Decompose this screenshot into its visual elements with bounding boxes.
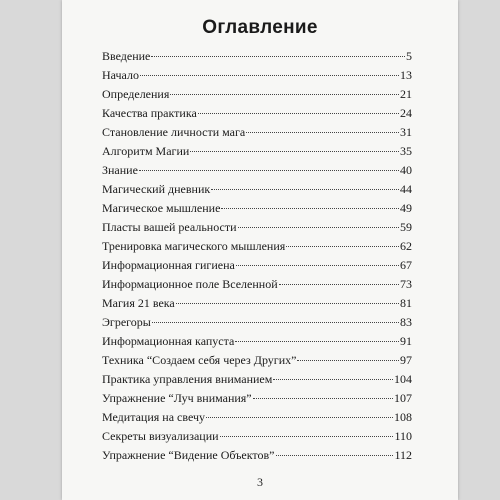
toc-entry-page: 49 <box>400 201 412 215</box>
toc-entry-page: 62 <box>400 239 412 253</box>
dot-leader <box>253 398 393 399</box>
toc-entry <box>102 372 412 391</box>
toc-entry-page: 112 <box>394 448 412 462</box>
page-number: 3 <box>257 475 263 489</box>
toc-entry-label: Техника “Создаем себя через Других” <box>102 353 297 367</box>
toc-entry-label: Информационное поле Вселенной <box>102 277 278 291</box>
book-page <box>62 0 458 500</box>
toc-entry-label: Магическое мышление <box>102 201 221 215</box>
dot-leader <box>238 227 399 228</box>
toc-entry <box>102 220 412 239</box>
dot-leader <box>221 208 399 209</box>
toc-entry-label: Практика управления вниманием <box>102 372 273 386</box>
dot-leader <box>273 379 393 380</box>
toc-entry <box>102 296 412 315</box>
toc-entry-page: 5 <box>406 49 412 63</box>
toc-entry-page: 44 <box>400 182 412 196</box>
toc-entry <box>102 144 412 163</box>
toc-entry-label: Алгоритм Магии <box>102 144 190 158</box>
toc-entry-page: 21 <box>400 87 412 101</box>
toc-entry-label: Эгрегоры <box>102 315 151 329</box>
toc-entry-page: 13 <box>400 68 412 82</box>
toc-entry <box>102 391 412 410</box>
toc-entry-label: Магический дневник <box>102 182 211 196</box>
toc-entry-page: 97 <box>400 353 412 367</box>
toc-entry-page: 81 <box>400 296 412 310</box>
dot-leader <box>190 151 399 152</box>
toc-entry <box>102 353 412 372</box>
dot-leader <box>235 341 399 342</box>
toc-entry-label: Тренировка магического мышления <box>102 239 286 253</box>
toc-entry-page: 59 <box>400 220 412 234</box>
toc-entry <box>102 334 412 353</box>
dot-leader <box>176 303 399 304</box>
toc-entry-page: 73 <box>400 277 412 291</box>
dot-leader <box>198 113 399 114</box>
dot-leader <box>140 75 399 76</box>
dot-leader <box>139 170 399 171</box>
toc-entry <box>102 315 412 334</box>
dot-leader <box>206 417 393 418</box>
toc-entry-label: Упражнение “Видение Объектов” <box>102 448 275 462</box>
toc-entry <box>102 448 412 467</box>
toc-entry <box>102 106 412 125</box>
toc-entry-label: Становление личности мага <box>102 125 246 139</box>
dot-leader <box>276 455 394 456</box>
dot-leader <box>297 360 399 361</box>
toc-entry-page: 104 <box>394 372 412 386</box>
toc-entry-label: Секреты визуализации <box>102 429 219 443</box>
toc-entry <box>102 277 412 296</box>
toc-entry-label: Пласты вашей реальности <box>102 220 237 234</box>
toc-entry-page: 91 <box>400 334 412 348</box>
toc-entry <box>102 125 412 144</box>
toc-entry <box>102 201 412 220</box>
dot-leader <box>151 56 405 57</box>
toc-entry <box>102 258 412 277</box>
toc-entry <box>102 68 412 87</box>
dot-leader <box>220 436 394 437</box>
toc-entry-label: Качества практика <box>102 106 197 120</box>
dot-leader <box>286 246 399 247</box>
toc-entry-page: 108 <box>394 410 412 424</box>
toc-entry-page: 24 <box>400 106 412 120</box>
toc-entry-label: Информационная гигиена <box>102 258 235 272</box>
toc-entry-page: 107 <box>394 391 412 405</box>
page-title: Оглавление <box>202 17 318 38</box>
dot-leader <box>246 132 399 133</box>
toc-entry <box>102 163 412 182</box>
toc-entry <box>102 182 412 201</box>
toc-entry-label: Введение <box>102 49 151 63</box>
toc-entry-page: 35 <box>400 144 412 158</box>
dot-leader <box>236 265 399 266</box>
toc-entry-label: Упражнение “Луч внимания” <box>102 391 252 405</box>
dot-leader <box>152 322 399 323</box>
toc-entry <box>102 87 412 106</box>
toc-entry-page: 67 <box>400 258 412 272</box>
toc-entry-page: 31 <box>400 125 412 139</box>
toc-entry <box>102 410 412 429</box>
toc-entry-page: 110 <box>394 429 412 443</box>
toc-entry <box>102 239 412 258</box>
toc-entry <box>102 429 412 448</box>
toc-entry-label: Начало <box>102 68 139 82</box>
dot-leader <box>211 189 399 190</box>
toc-entry-label: Определения <box>102 87 170 101</box>
dot-leader <box>279 284 399 285</box>
toc-entry-label: Знание <box>102 163 138 177</box>
toc-entry-label: Медитация на свечу <box>102 410 206 424</box>
toc-entry-label: Информационная капуста <box>102 334 235 348</box>
toc-entry-label: Магия 21 века <box>102 296 175 310</box>
toc-entry-page: 40 <box>400 163 412 177</box>
toc-entry <box>102 49 412 68</box>
table-of-contents <box>102 49 412 467</box>
dot-leader <box>170 94 399 95</box>
toc-entry-page: 83 <box>400 315 412 329</box>
